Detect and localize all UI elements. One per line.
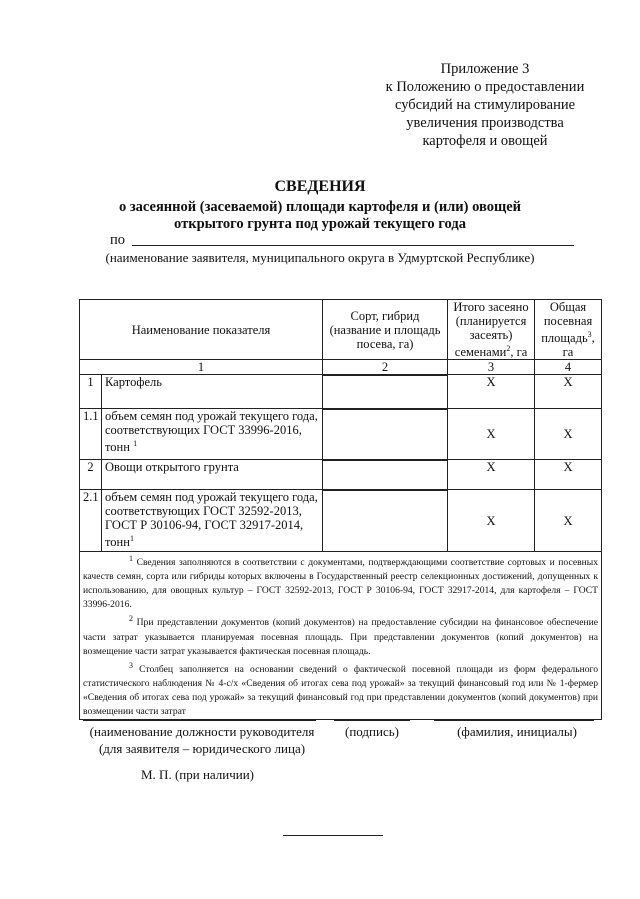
area-cell: Х [535,409,602,460]
sort-cell[interactable] [348,376,373,377]
sort-cell[interactable] [397,491,422,492]
sort-cell[interactable] [422,410,447,411]
row-name: Овощи открытого грунта [102,460,323,490]
sort-cell[interactable] [348,410,373,411]
document-subtitle-1: о засеянной (засеваемой) площади картофеля и (или) овощей [118,199,522,215]
sort-cells [323,375,448,409]
appendix-line-2: к Положению о предоставлении [385,79,585,95]
footnote-3-text: Столбец заполняется на основании сведений о фактической посевной площади из форм федерального статистического наблюдения № 4-с/х «Сведения об итогах сева под урожай» за текущий финансовый год или № 1-фермер «Сведения об итогах сева под урожай» за текущий финансовый год при представлении документов (копий документов) при возмещении части затрат [83,663,599,717]
row-name: Картофель [102,375,323,409]
sort-cell[interactable] [422,376,447,377]
footnote-1-mark: 1 [129,554,133,564]
table-row [80,375,602,409]
signature-caption: (подпись) [345,724,399,739]
sown-cell: Х [448,409,535,460]
name-caption: (фамилия, инициалы) [457,724,577,739]
stamp-caption: М. П. (при наличии) [141,767,255,782]
appendix-line-4: увеличения производства [406,115,564,131]
sort-cell[interactable] [373,376,398,377]
appendix-line-5: картофеля и овощей [422,133,548,149]
area-cell: Х [535,490,602,552]
bottom-separator [283,835,383,836]
signature-fill-line[interactable] [334,720,410,721]
column-number-1: 1 [80,360,323,375]
appendix-line-1: Приложение 3 [440,61,530,77]
column-number-4: 4 [535,360,602,375]
appendix-header [360,60,610,150]
sort-cell[interactable] [397,376,422,377]
footnote-3 [83,659,598,719]
position-caption-1: (наименование должности руководителя [89,724,315,739]
position-fill-line[interactable] [83,720,316,721]
header-area-footnote-mark: 3 [587,330,592,339]
table-row [80,409,602,460]
sort-cells [323,490,448,552]
area-cell: Х [535,460,602,490]
row-name-cell [102,409,323,460]
header-indicator-name: Наименование показателя [80,300,323,360]
sown-cell: Х [448,460,535,490]
table-row [80,490,602,552]
footnote-2-text: При представлении документов (копий документов) на предоставление субсидии на финансовое обеспечение части затрат указывается планируемая посевная площадь. При представлении документов (копий документов) на возмещение части затрат указывается фактическая посевная площадь. [83,617,599,657]
document-title: СВЕДЕНИЯ [274,178,366,195]
sort-cell[interactable] [397,461,422,462]
applicant-prefix: по [110,232,126,248]
row-name: объем семян под урожай текущего года, соответствующих ГОСТ 33996-2016, тонн [105,409,318,455]
footnote-2 [83,612,598,658]
table-header-row [80,300,602,360]
footnote-1 [83,552,598,612]
footnote-1-text: Сведения заполняются в соответствии с документами, подтверждающими соответствие сортовых и посевных качеств семян, сорта или гибриды которых включены в Государственный реестр селекционных достижений, допущенных к использованию, для овощных культур – ГОСТ 32592-2013, ГОСТ Р 30106-94, ГОСТ 32917-2014, для картофеля – ГОСТ 33996-2016. [83,557,599,611]
column-number-3: 3 [448,360,535,375]
footnote-2-mark: 2 [129,614,133,624]
header-sown-text: Итого засеяно (планируется засеять) семенами [453,300,529,360]
row-footnote-mark: 1 [129,534,134,544]
sown-cell: Х [448,490,535,552]
header-total-area [535,300,602,360]
header-sown-footnote-mark: 2 [506,344,511,353]
row-name-cell [102,490,323,552]
row-number: 2.1 [80,490,102,552]
header-sort-hybrid: Сорт, гибрид (название и площадь посева, га) [323,300,448,360]
data-table [79,299,602,720]
footnotes-row [80,552,602,720]
area-cell: Х [535,375,602,409]
sort-cell[interactable] [422,491,447,492]
table-row [80,460,602,490]
row-number: 2 [80,460,102,490]
sort-cell[interactable] [397,410,422,411]
sort-cell[interactable] [373,491,398,492]
applicant-caption: (наименование заявителя, муниципального округа в Удмуртской Республике) [105,250,535,265]
row-name: объем семян под урожай текущего года, соответствующих ГОСТ 32592-2013, ГОСТ Р 30106-94, ГОСТ 32917-2014, тонн [105,490,318,550]
footnote-3-mark: 3 [129,660,133,670]
row-number: 1 [80,375,102,409]
sown-cell: Х [448,375,535,409]
sort-cell[interactable] [422,461,447,462]
sort-cell[interactable] [323,461,348,462]
sort-cell[interactable] [323,376,348,377]
header-area-unit: , га [562,331,595,360]
sort-cell[interactable] [373,461,398,462]
sort-cell[interactable] [323,491,348,492]
sort-cell[interactable] [373,410,398,411]
sort-cells [323,409,448,460]
document-subtitle-2: открытого грунта под урожай текущего года [174,216,466,232]
position-caption-2: (для заявителя – юридического лица) [98,741,306,756]
sort-cells [323,460,448,490]
sort-cell[interactable] [323,410,348,411]
row-number: 1.1 [80,409,102,460]
header-sown-unit: , га [510,345,528,360]
header-area-text: Общая посевная площадь [541,300,593,346]
row-footnote-mark: 1 [133,439,138,449]
applicant-fill-line[interactable] [132,245,574,246]
column-number-2: 2 [323,360,448,375]
appendix-line-3: субсидий на стимулирование [394,97,576,113]
footnotes-cell [80,552,602,720]
column-number-row [80,360,602,375]
name-fill-line[interactable] [434,720,594,721]
header-sown-total [448,300,535,360]
sort-cell[interactable] [348,491,373,492]
sort-cell[interactable] [348,461,373,462]
